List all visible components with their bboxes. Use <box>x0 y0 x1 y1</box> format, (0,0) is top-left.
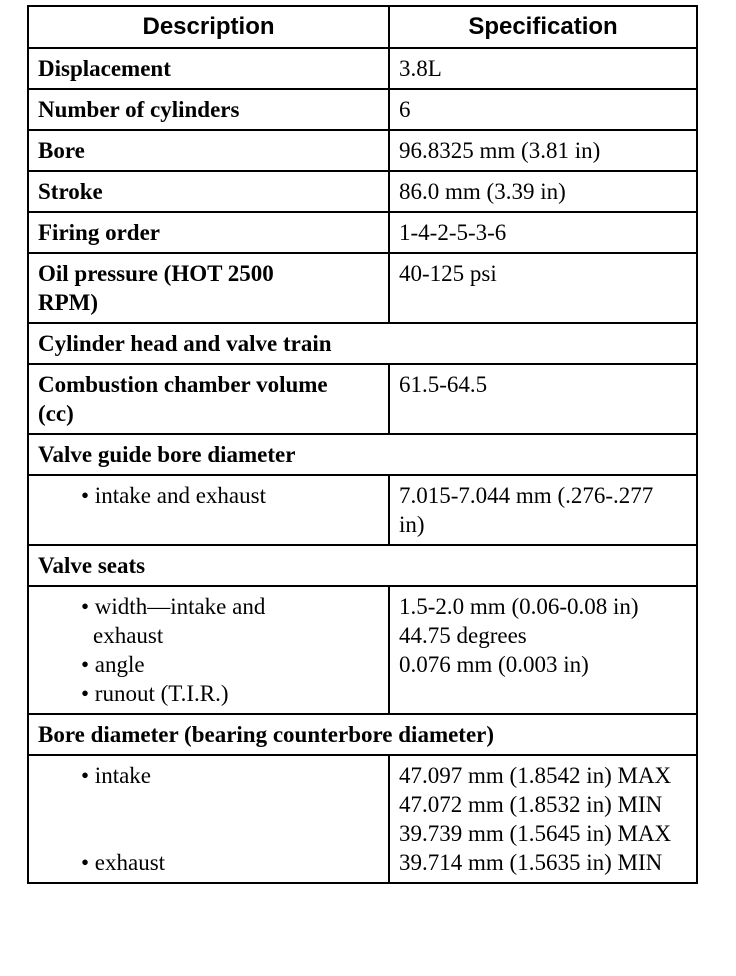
list-item: 1.5-2.0 mm (0.06-0.08 in) <box>399 594 639 619</box>
row-specification: 40-125 psi <box>389 253 697 323</box>
row-specification: 86.0 mm (3.39 in) <box>389 171 697 212</box>
row-specification: 3.8L <box>389 48 697 89</box>
header-description: Description <box>28 6 389 48</box>
bore-descriptions <box>28 755 389 883</box>
row-description: Firing order <box>28 212 389 253</box>
row-description: Number of cylinders <box>28 89 389 130</box>
row-description: Bore <box>28 130 389 171</box>
header-row <box>28 6 697 48</box>
list-item: 44.75 degrees <box>399 623 527 648</box>
list-item: • exhaust <box>81 850 166 875</box>
list-item: • angle <box>81 652 145 677</box>
list-item: • width—intake and exhaust <box>81 594 266 648</box>
row-specification: 1-4-2-5-3-6 <box>389 212 697 253</box>
table-row <box>28 253 697 323</box>
row-description: Displacement <box>28 48 389 89</box>
section-row <box>28 323 697 364</box>
table-row <box>28 171 697 212</box>
row-specification: 61.5-64.5 <box>389 364 697 434</box>
table-row <box>28 89 697 130</box>
row-description: Oil pressure (HOT 2500 RPM) <box>28 253 389 323</box>
section-cylinder-head: Cylinder head and valve train <box>28 323 697 364</box>
table-row <box>28 130 697 171</box>
bore-specifications <box>389 755 697 883</box>
section-bore-diameter: Bore diameter (bearing counterbore diameter) <box>28 714 697 755</box>
row-description: • intake and exhaust <box>28 475 389 545</box>
section-row <box>28 434 697 475</box>
list-item: • runout (T.I.R.) <box>81 681 229 706</box>
table-row <box>28 48 697 89</box>
section-row <box>28 714 697 755</box>
row-specification: 7.015-7.044 mm (.276-.277 in) <box>389 475 697 545</box>
table-row <box>28 586 697 714</box>
table-row <box>28 364 697 434</box>
table-row <box>28 475 697 545</box>
list-item: 47.097 mm (1.8542 in) MAX 47.072 mm (1.8532 in) MIN <box>399 763 672 817</box>
list-item: 0.076 mm (0.003 in) <box>399 652 589 677</box>
list-item: • intake <box>81 763 151 788</box>
valve-seats-descriptions <box>28 586 389 714</box>
row-description: Stroke <box>28 171 389 212</box>
valve-seats-specifications <box>389 586 697 714</box>
engine-spec-table <box>27 5 698 884</box>
header-specification: Specification <box>389 6 697 48</box>
section-row <box>28 545 697 586</box>
row-specification: 96.8325 mm (3.81 in) <box>389 130 697 171</box>
list-item: 39.739 mm (1.5645 in) MAX 39.714 mm (1.5635 in) MIN <box>399 821 672 875</box>
table-row <box>28 755 697 883</box>
table-row <box>28 212 697 253</box>
section-valve-guide: Valve guide bore diameter <box>28 434 697 475</box>
row-specification: 6 <box>389 89 697 130</box>
section-valve-seats: Valve seats <box>28 545 697 586</box>
row-description: Combustion chamber volume (cc) <box>28 364 389 434</box>
